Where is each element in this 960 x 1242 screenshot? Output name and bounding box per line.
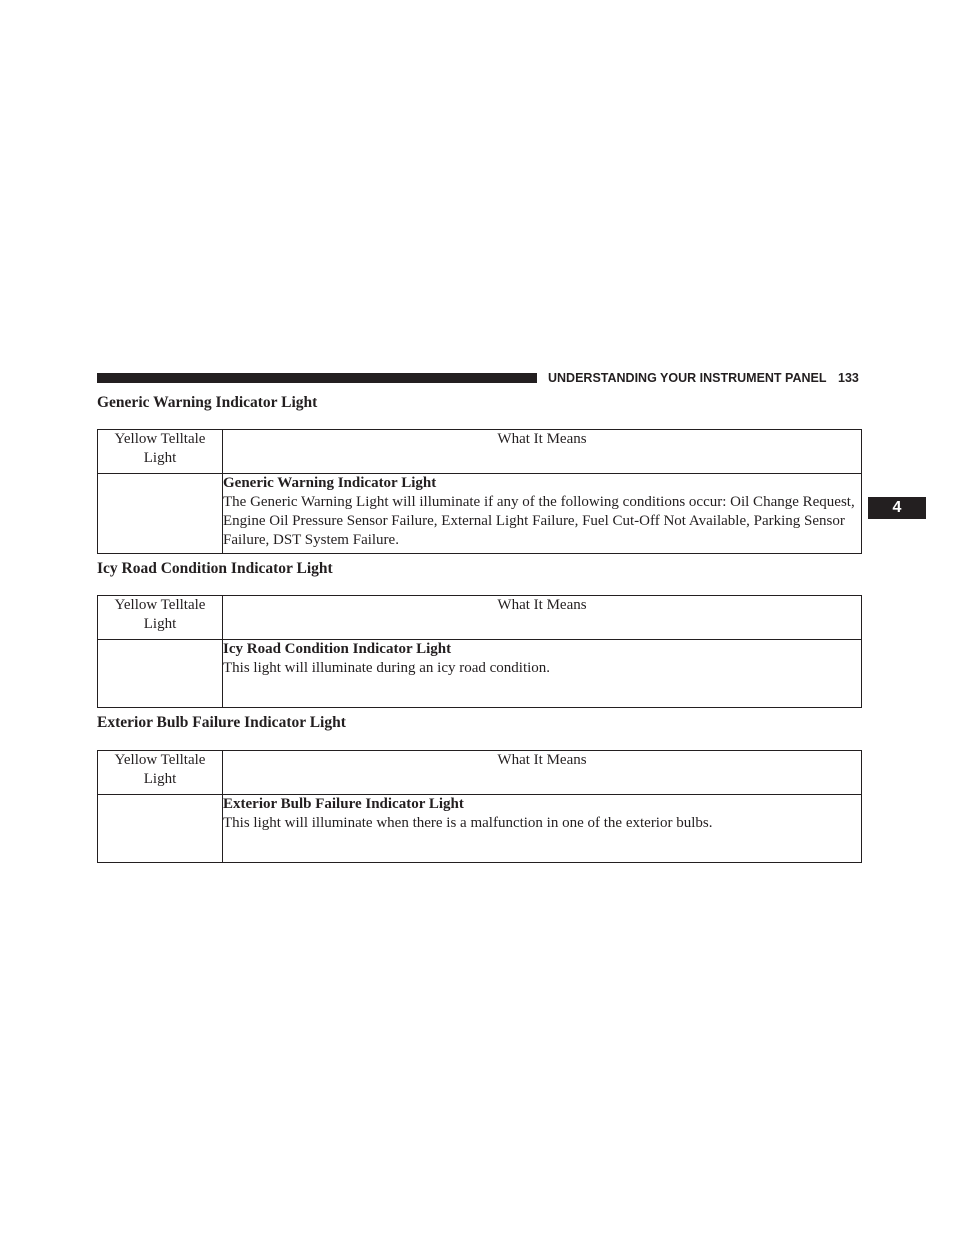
section-heading-exterior-bulb: Exterior Bulb Failure Indicator Light <box>97 714 346 731</box>
column-header-meaning: What It Means <box>223 596 862 640</box>
meaning-description: This light will illuminate during an icy road condition. <box>223 660 551 676</box>
telltale-icon-cell <box>98 795 223 863</box>
header-rule <box>97 373 537 383</box>
meaning-description: The Generic Warning Light will illuminate if any of the following conditions occur: Oil Change Request, Engine Oil Pressure Sensor Failure, External Light Failure, Fuel Cut-Off Not Available, Parking Sensor Failure, DST System Failure. <box>223 494 855 548</box>
telltale-icon-cell <box>98 640 223 708</box>
page-number: 133 <box>838 371 859 385</box>
column-header-meaning: What It Means <box>223 430 862 474</box>
column-header-telltale: Yellow Telltale Light <box>98 430 223 474</box>
telltale-table-exterior-bulb <box>97 750 862 863</box>
meaning-title: Generic Warning Indicator Light <box>223 475 437 491</box>
meaning-cell <box>223 474 862 554</box>
meaning-description: This light will illuminate when there is a malfunction in one of the exterior bulbs. <box>223 815 713 831</box>
meaning-title: Icy Road Condition Indicator Light <box>223 641 452 657</box>
telltale-icon-cell <box>98 474 223 554</box>
column-header-telltale: Yellow Telltale Light <box>98 751 223 795</box>
telltale-table-generic-warning <box>97 429 862 554</box>
section-heading-generic-warning: Generic Warning Indicator Light <box>97 394 318 411</box>
section-heading-icy-road: Icy Road Condition Indicator Light <box>97 560 333 577</box>
column-header-telltale: Yellow Telltale Light <box>98 596 223 640</box>
column-header-meaning: What It Means <box>223 751 862 795</box>
meaning-title: Exterior Bulb Failure Indicator Light <box>223 796 464 812</box>
meaning-cell <box>223 640 862 708</box>
running-header-title: UNDERSTANDING YOUR INSTRUMENT PANEL <box>548 371 827 385</box>
chapter-tab: 4 <box>868 497 926 519</box>
telltale-table-icy-road <box>97 595 862 708</box>
meaning-cell <box>223 795 862 863</box>
